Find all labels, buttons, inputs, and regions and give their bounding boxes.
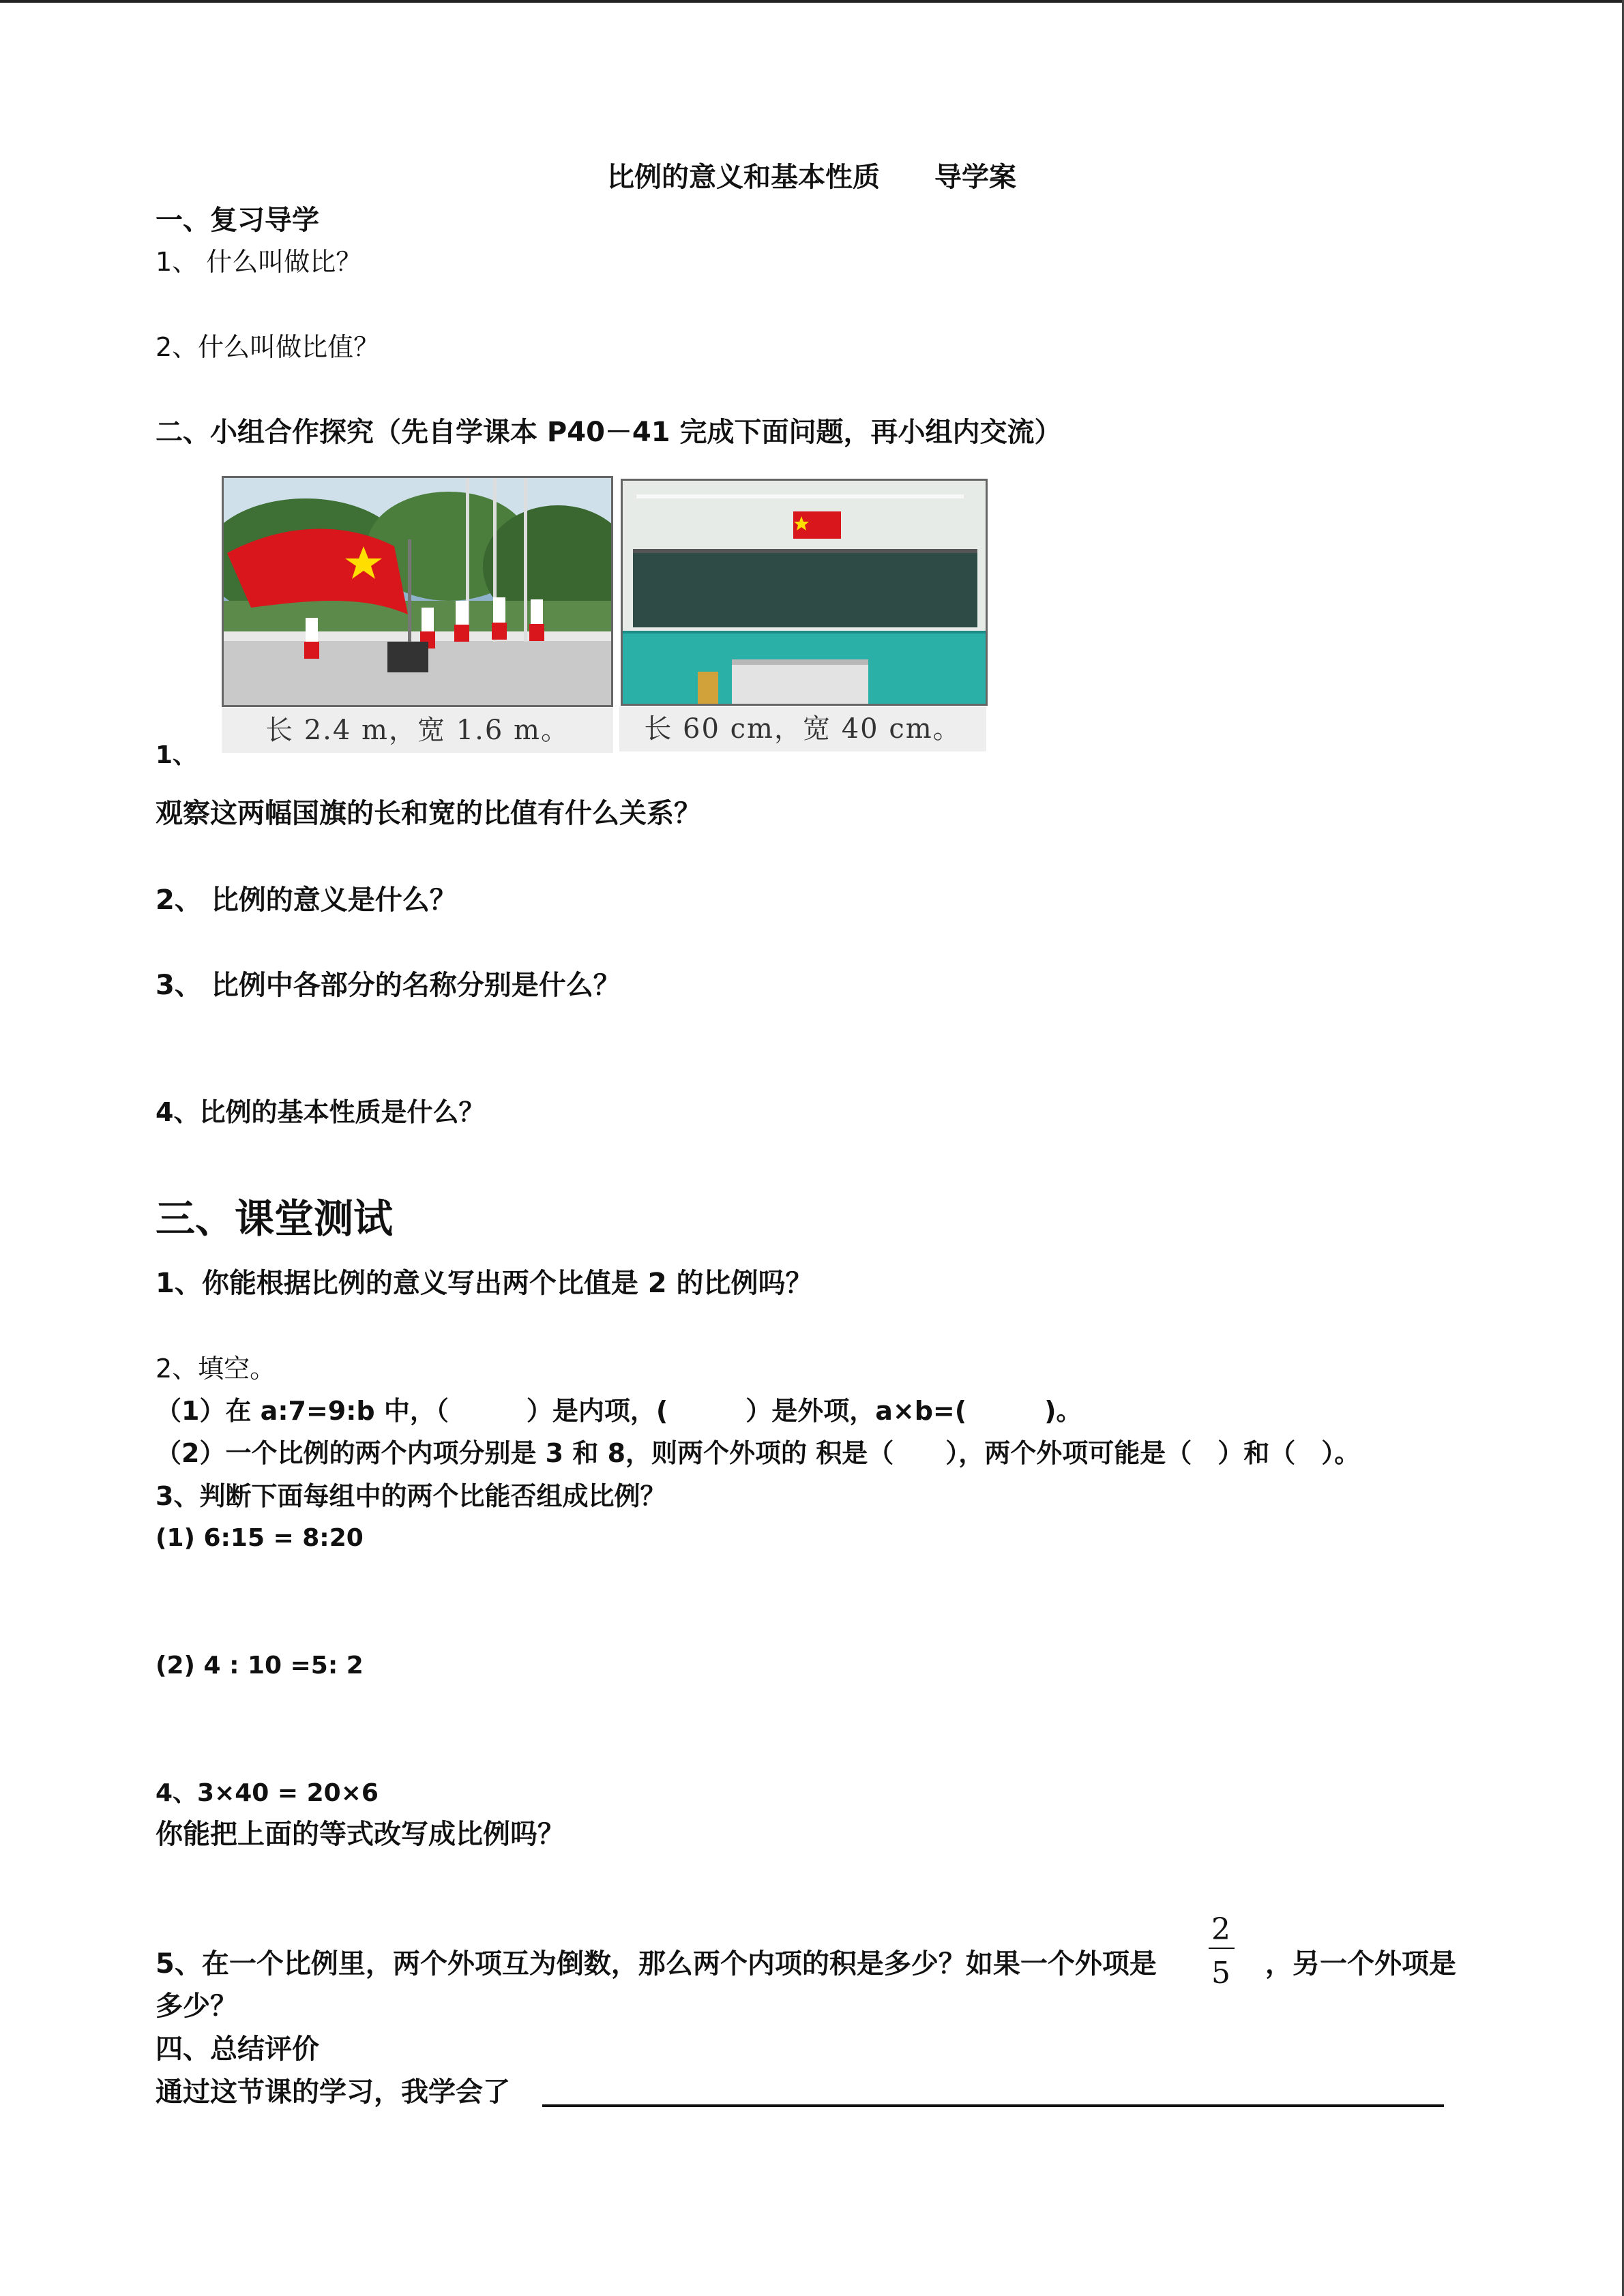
- figure-number: 1、: [156, 741, 198, 769]
- section3-q3-a: (1) 6:15 = 8:20: [156, 1524, 364, 1552]
- fraction-numerator: 2: [1211, 1912, 1230, 1947]
- section3-q5-part3: 多少？: [156, 1991, 237, 2022]
- section2-q4: 4、比例的基本性质是什么？: [156, 1097, 485, 1127]
- section2-q3: 3、 比例中各部分的名称分别是什么？: [156, 970, 621, 1001]
- section2-q2: 2、 比例的意义是什么？: [156, 884, 457, 916]
- section3-q5-part1: 5、在一个比例里，两个外项互为倒数，那么两个内项的积是多少？如果一个外项是: [156, 1948, 1157, 1980]
- section3-q2-a: （1）在 a:7=9:b 中，（ ）是内项，( ）是外项，a×b=( )。: [156, 1396, 1082, 1426]
- flag-raising-photo: [222, 476, 613, 707]
- section1-q1: 1、 什么叫做比？: [156, 247, 362, 277]
- summary-answer-line[interactable]: [542, 2104, 1444, 2107]
- flag-left-caption: 长 2.4 m，宽 1.6 m。: [222, 708, 613, 753]
- section3-q4-equation: 4、3×40 = 20×6: [156, 1779, 379, 1807]
- flag-right-caption: 长 60 cm，宽 40 cm。: [619, 706, 986, 751]
- section3-q5-part2: ，另一个外项是: [1265, 1948, 1456, 1980]
- section1-q2: 2、什么叫做比值？: [156, 332, 380, 362]
- classroom-photo: [621, 479, 988, 706]
- section2-heading: 二、小组合作探究（先自学课本 P40－41 完成下面问题，再小组内交流）: [156, 417, 1062, 448]
- section4-heading: 四、总结评价: [156, 2033, 319, 2065]
- section3-q2-b: （2）一个比例的两个内项分别是 3 和 8，则两个外项的 积是（ ），两个外项可能是（ ）和（ ）。: [156, 1438, 1361, 1468]
- summary-prompt: 通过这节课的学习，我学会了: [156, 2076, 510, 2108]
- fraction-bar: [1209, 1948, 1235, 1949]
- section2-q1: 观察这两幅国旗的长和宽的比值有什么关系？: [156, 798, 701, 829]
- section3-q4-text: 你能把上面的等式改写成比例吗？: [156, 1819, 565, 1850]
- section3-q1: 1、你能根据比例的意义写出两个比值是 2 的比例吗？: [156, 1268, 813, 1299]
- section3-q3-title: 3、判断下面每组中的两个比能否组成比例？: [156, 1481, 666, 1511]
- flag-raising-illustration: [224, 478, 611, 705]
- classroom-illustration: [623, 481, 986, 704]
- page-title: 比例的意义和基本性质 导学案: [607, 162, 1016, 193]
- section3-q2-title: 2、填空。: [156, 1354, 276, 1384]
- section3-q3-b: (2) 4 : 10 =5: 2: [156, 1652, 364, 1680]
- page-top-border: [0, 0, 1624, 3]
- section3-heading: 三、课堂测试: [156, 1195, 394, 1242]
- fraction-denominator: 5: [1211, 1956, 1230, 1991]
- section1-heading: 一、复习导学: [156, 205, 319, 236]
